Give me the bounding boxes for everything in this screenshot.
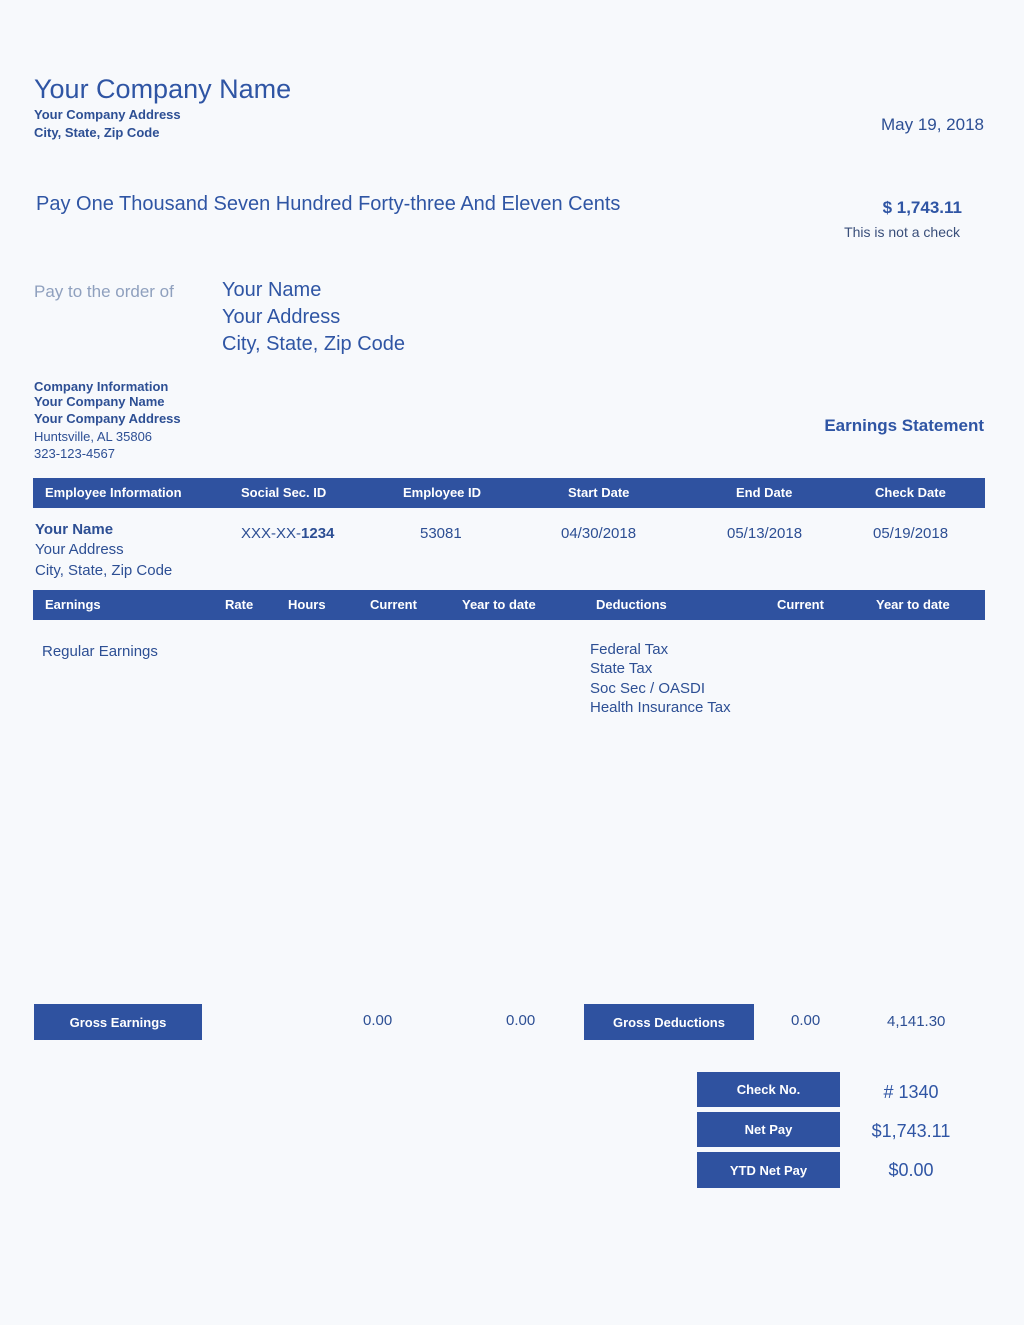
net-pay-label: Net Pay [697, 1112, 840, 1147]
gross-earnings-ytd: 0.00 [506, 1012, 536, 1029]
deduction-item-soc-sec: Soc Sec / OASDI [590, 680, 706, 697]
company-info-name: Your Company Name [34, 394, 165, 409]
header-deductions-ytd: Year to date [876, 597, 950, 612]
company-name: Your Company Name [34, 74, 292, 104]
earnings-table-header [33, 590, 985, 620]
payee-address: Your Address [222, 306, 341, 328]
check-date-value: 05/19/2018 [873, 525, 949, 542]
deduction-item-state-tax: State Tax [590, 660, 653, 677]
check-number-label: Check No. [697, 1072, 840, 1107]
employee-id: 53081 [420, 525, 462, 542]
deduction-item-federal-tax: Federal Tax [590, 641, 669, 658]
header-deductions: Deductions [596, 597, 667, 612]
pay-amount-in-words: Pay One Thousand Seven Hundred Forty-three And Eleven Cents [36, 193, 621, 215]
header-hours: Hours [288, 597, 326, 612]
header-social-sec-id: Social Sec. ID [241, 485, 327, 500]
gross-earnings-current: 0.00 [363, 1012, 393, 1029]
gross-deductions-current: 0.00 [791, 1012, 821, 1029]
check-date: May 19, 2018 [880, 115, 984, 134]
company-address: Your Company Address [34, 107, 181, 122]
start-date: 04/30/2018 [561, 525, 637, 542]
header-check-date: Check Date [875, 485, 946, 500]
employee-table-header [33, 478, 985, 508]
earnings-statement-title: Earnings Statement [824, 416, 984, 435]
ssn-last-four: 1234 [301, 525, 335, 542]
header-employee-id: Employee ID [403, 485, 482, 500]
company-info-phone: 323-123-4567 [34, 446, 115, 461]
gross-earnings-label: Gross Earnings [34, 1004, 202, 1040]
gross-deductions-label: Gross Deductions [584, 1004, 754, 1040]
deduction-item-health-insurance: Health Insurance Tax [590, 699, 731, 716]
header-end-date: End Date [736, 485, 793, 500]
pay-amount: $ 1,743.11 [882, 198, 962, 217]
header-earnings-ytd: Year to date [462, 597, 536, 612]
earning-item-regular: Regular Earnings [42, 643, 158, 660]
company-info-address: Your Company Address [34, 411, 181, 426]
not-a-check-disclaimer: This is not a check [844, 224, 960, 240]
pay-to-order-label: Pay to the order of [34, 282, 174, 301]
payee-name: Your Name [222, 279, 322, 301]
social-security-id [241, 525, 334, 542]
header-earnings: Earnings [45, 597, 101, 612]
employee-address: Your Address [35, 541, 124, 558]
net-pay-value: $1,743.11 [871, 1121, 951, 1141]
ssn-masked-prefix: XXX-XX- [241, 525, 302, 542]
employee-city-state-zip: City, State, Zip Code [35, 562, 173, 579]
header-earnings-current: Current [370, 597, 417, 612]
header-rate: Rate [225, 597, 254, 612]
ytd-net-pay-label: YTD Net Pay [697, 1152, 840, 1188]
end-date: 05/13/2018 [727, 525, 803, 542]
employee-name: Your Name [35, 521, 114, 538]
header-deductions-current: Current [777, 597, 824, 612]
check-number-value: # 1340 [883, 1082, 939, 1102]
header-employee-information: Employee Information [45, 485, 182, 500]
ytd-net-pay-value: $0.00 [888, 1160, 934, 1180]
gross-deductions-ytd: 4,141.30 [887, 1013, 946, 1030]
company-city-state-zip: City, State, Zip Code [34, 125, 160, 140]
payee-city-state-zip: City, State, Zip Code [222, 333, 406, 355]
company-info-city: Huntsville, AL 35806 [34, 429, 153, 444]
header-start-date: Start Date [568, 485, 630, 500]
company-info-title: Company Information [34, 379, 169, 394]
